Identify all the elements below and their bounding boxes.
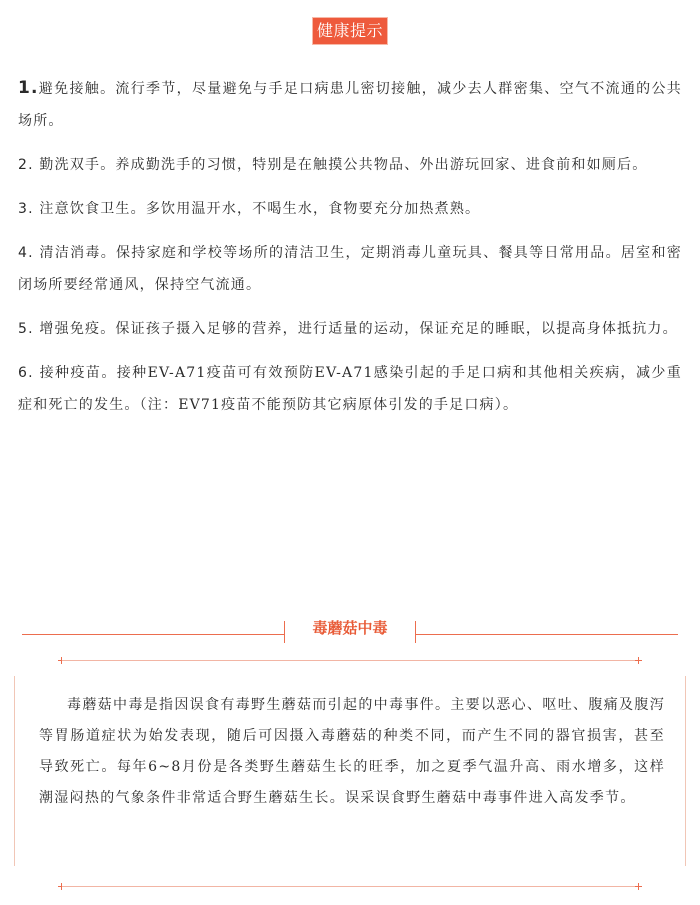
section-divider bbox=[22, 613, 678, 643]
tip-text: 注意饮食卫生。多饮用温开水，不喝生水，食物要充分加热煮熟。 bbox=[39, 201, 481, 217]
divider-tick-right bbox=[415, 621, 416, 643]
tip-text: 接种疫苗。接种EV-A71疫苗可有效预防EV-A71感染引起的手足口病和其他相关疾病，减少重症和死亡的发生。（注：EV71疫苗不能预防其它病原体引发的手足口病）。 bbox=[18, 365, 682, 413]
tip-text: 避免接触。流行季节，尽量避免与手足口病患儿密切接触，减少去人群密集、空气不流通的公共场所。 bbox=[18, 81, 682, 129]
divider-line-right bbox=[416, 634, 678, 635]
tip-item-2 bbox=[18, 149, 682, 181]
tip-number: 4. bbox=[18, 245, 34, 261]
tips-list bbox=[18, 72, 682, 433]
box-right-border bbox=[685, 676, 686, 866]
tip-text: 清洁消毒。保持家庭和学校等场所的清洁卫生，定期消毒儿童玩具、餐具等日常用品。居室和密闭场所要经常通风，保持空气流通。 bbox=[18, 245, 682, 293]
plus-ornament-icon bbox=[635, 883, 642, 890]
tip-number: 1. bbox=[18, 78, 39, 98]
tip-item-1 bbox=[18, 72, 682, 137]
tip-number: 3. bbox=[18, 201, 34, 217]
box-left-border bbox=[14, 676, 15, 866]
tip-text: 增强免疫。保证孩子摄入足够的营养，进行适量的运动，保证充足的睡眠，以提高身体抵抗力。 bbox=[39, 321, 678, 337]
header bbox=[0, 18, 700, 44]
poisoning-info-box bbox=[14, 676, 686, 868]
box-bottom-rule bbox=[62, 886, 638, 887]
health-tips-title: 健康提示 bbox=[313, 18, 387, 44]
tip-item-4 bbox=[18, 237, 682, 301]
tip-item-3 bbox=[18, 193, 682, 225]
tip-text: 勤洗双手。养成勤洗手的习惯，特别是在触摸公共物品、外出游玩回家、进食前和如厕后。 bbox=[39, 157, 648, 173]
tip-number: 5. bbox=[18, 321, 34, 337]
plus-ornament-icon bbox=[635, 657, 642, 664]
box-top-rule bbox=[62, 660, 638, 661]
poisoning-paragraph: 毒蘑菇中毒是指因误食有毒野生蘑菇而引起的中毒事件。主要以恶心、呕吐、腹痛及腹泻等胃肠道症状为始发表现，随后可因摄入毒蘑菇的种类不同，而产生不同的器官损害，甚至导致死亡。每年6~8月份是各类野生蘑菇生长的旺季，加之夏季气温升高、雨水增多，这样潮湿闷热的气象条件非常适合野生蘑菇生长。误采误食野生蘑菇中毒事件进入高发季节。 bbox=[39, 697, 665, 806]
divider-line-left bbox=[22, 634, 284, 635]
tip-number: 2. bbox=[18, 157, 34, 173]
section-title: 毒蘑菇中毒 bbox=[312, 619, 388, 637]
tip-item-5 bbox=[18, 313, 682, 345]
tip-item-6 bbox=[18, 357, 682, 421]
tip-number: 6. bbox=[18, 365, 34, 381]
